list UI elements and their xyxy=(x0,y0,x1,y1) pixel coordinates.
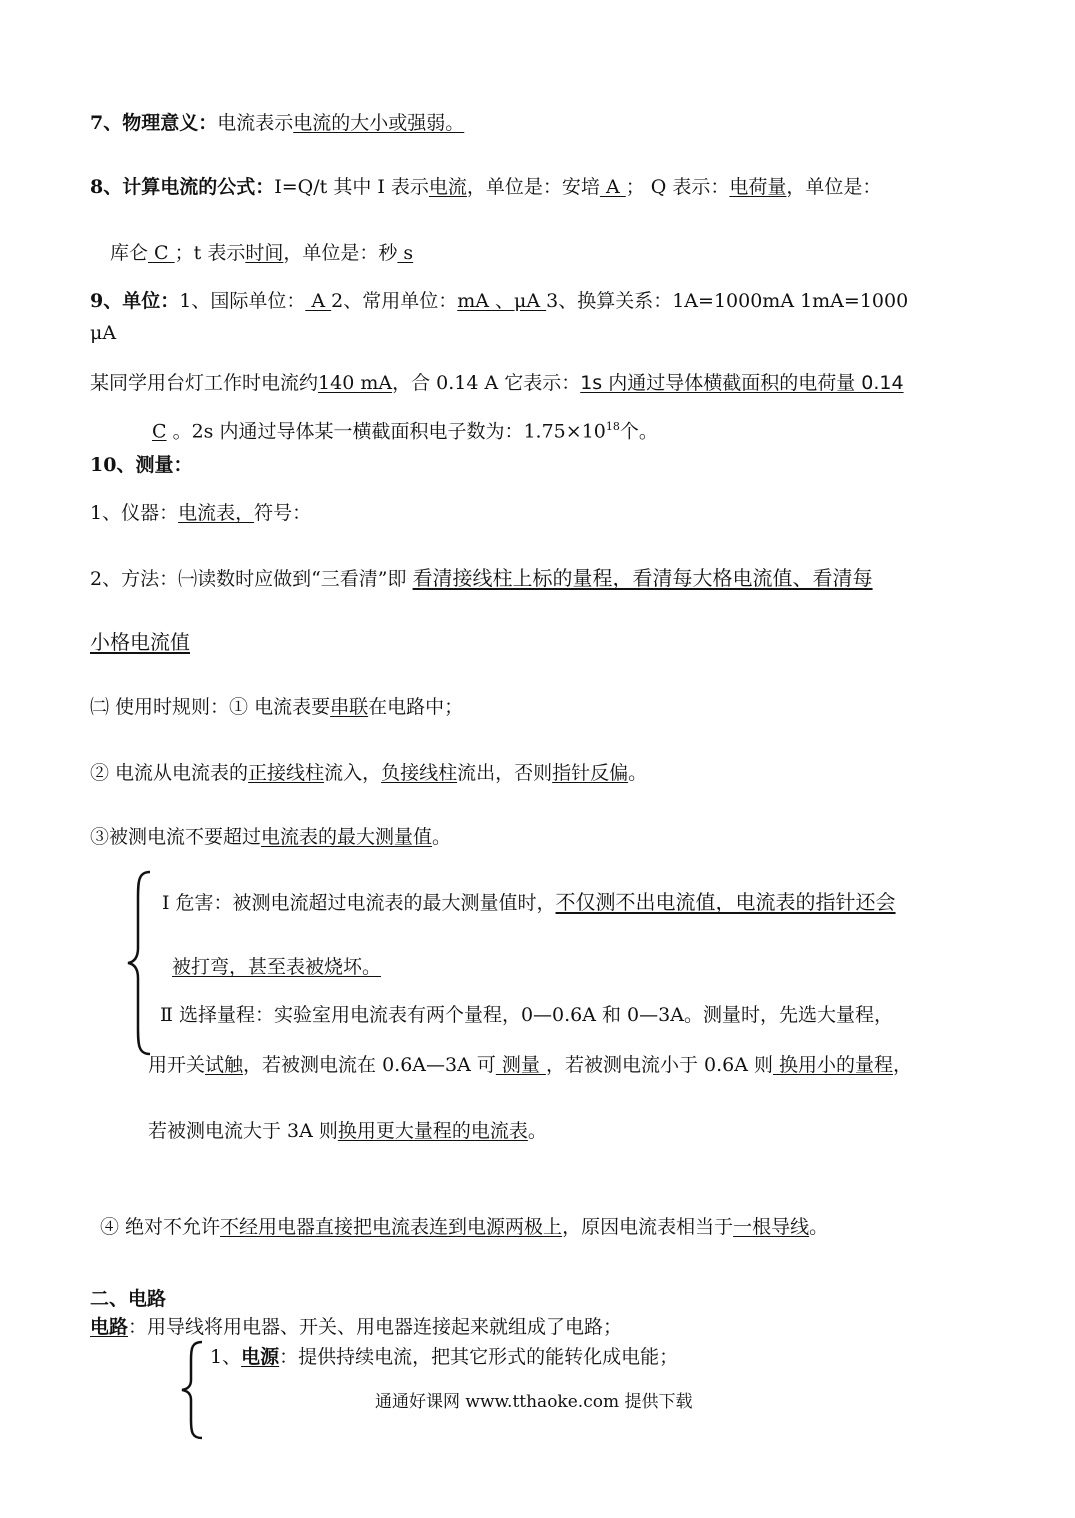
text: 流入， xyxy=(324,762,382,784)
answer: 看清接线柱上标的量程，看清每大格电流值、看清每 xyxy=(412,566,873,590)
answer: 电流 xyxy=(428,176,467,198)
text: I=Q/t 其中 I 表示 xyxy=(274,176,429,198)
text: 某同学用台灯工作时电流约 xyxy=(90,372,319,394)
text: ：用导线将用电器、开关、用电器连接起来就组成了电路； xyxy=(128,1316,623,1338)
text: 2、方法：㈠读数时应做到“三看清”即 xyxy=(90,568,413,590)
answer: 指针反偏 xyxy=(552,762,629,784)
text: 。 xyxy=(527,1120,547,1142)
text: ④ 绝对不允许 xyxy=(100,1216,221,1238)
term: 电路 xyxy=(90,1316,129,1338)
method-line xyxy=(90,566,873,591)
text: 个。 xyxy=(619,420,658,443)
answer: mA 、μA xyxy=(457,290,547,312)
answer: 换用小的量程 xyxy=(772,1054,894,1076)
range-selection-cont xyxy=(148,1054,912,1077)
text: Ⅱ 选择量程：实验室用电流表有两个量程，0—0.6A 和 0—3A。测量时，先选大量程， xyxy=(160,1004,893,1026)
text: 库仑 xyxy=(110,242,149,264)
text: 1、 xyxy=(210,1346,242,1368)
text: 。2s 内通过导体某一横截面积电子数为：1.75×10 xyxy=(166,420,606,443)
text: ，若被测电流小于 0.6A 则 xyxy=(545,1054,773,1076)
left-brace-icon xyxy=(124,870,154,1056)
text: ㈡ 使用时规则：① 电流表要 xyxy=(90,696,331,718)
answer: 一根导线 xyxy=(733,1216,810,1238)
answer: 被打弯，甚至表被烧坏。 xyxy=(172,956,382,978)
exponent: 18 xyxy=(605,420,620,433)
text: ，单位是：安培 xyxy=(466,176,600,198)
answer: C xyxy=(148,242,175,264)
text: μA xyxy=(90,322,117,344)
answer: 电流表， xyxy=(178,502,255,524)
text: ， xyxy=(893,1054,913,1076)
text: ，原因电流表相当于 xyxy=(562,1216,734,1238)
text: ② 电流从电流表的 xyxy=(90,762,249,784)
range-selection xyxy=(160,1004,893,1027)
answer: A xyxy=(305,290,332,312)
instrument-line xyxy=(90,502,311,525)
text: 。 xyxy=(809,1216,829,1238)
text: ，单位是：秒 xyxy=(283,242,398,264)
answer: 1s 内通过导体横截面积的电荷量 0.14 xyxy=(580,372,904,394)
lamp-example-cont xyxy=(152,420,658,443)
answer: 不经用电器直接把电流表连到电源两极上 xyxy=(220,1216,563,1238)
hazard-line xyxy=(162,890,896,915)
method-line-cont xyxy=(90,630,190,655)
text: ； Q 表示： xyxy=(625,176,730,198)
item-8-current-formula xyxy=(90,176,881,199)
answer: C xyxy=(152,420,167,443)
rule-3 xyxy=(90,826,451,849)
answer: 换用更大量程的电流表 xyxy=(337,1120,528,1142)
answer: 电流表的最大测量值 xyxy=(261,826,433,848)
circuit-definition xyxy=(90,1316,622,1339)
text: 2、常用单位： xyxy=(331,290,458,312)
range-selection-cont-2 xyxy=(148,1120,547,1143)
answer: 电流的大小或强弱。 xyxy=(293,112,465,134)
item-number: 10、测量： xyxy=(90,454,193,476)
item-9-units xyxy=(90,290,908,313)
item-8-units-line xyxy=(110,242,413,265)
text: ；t 表示 xyxy=(174,242,246,264)
left-brace-icon-2 xyxy=(178,1340,206,1440)
item-number: 9、单位： xyxy=(90,290,180,312)
hazard-line-cont xyxy=(172,956,381,979)
text: 。 xyxy=(628,762,648,784)
answer: 不仅测不出电流值，电流表的指针还会 xyxy=(555,890,896,914)
answer: 电荷量 xyxy=(729,176,787,198)
item-number: 7、物理意义： xyxy=(90,112,218,134)
text: 3、换算关系：1A=1000mA 1mA=1000 xyxy=(546,290,909,312)
text: 流出，否则 xyxy=(457,762,553,784)
term: 电源 xyxy=(241,1346,280,1368)
answer: 小格电流值 xyxy=(90,630,190,654)
text: 1、仪器： xyxy=(90,502,179,524)
usage-rules xyxy=(90,696,463,719)
item-9-units-cont xyxy=(90,322,116,345)
item-10-measurement xyxy=(90,454,192,477)
rule-4 xyxy=(100,1216,828,1239)
answer: 试触 xyxy=(205,1054,244,1076)
text: 电流表示 xyxy=(217,112,294,134)
section-title: 二、电路 xyxy=(90,1288,167,1310)
section-heading-circuit xyxy=(90,1288,166,1311)
lamp-example xyxy=(90,372,904,395)
answer: 负接线柱 xyxy=(381,762,458,784)
text: Ⅰ 危害：被测电流超过电流表的最大测量值时， xyxy=(162,892,556,914)
answer: 正接线柱 xyxy=(248,762,325,784)
text: ③被测电流不要超过 xyxy=(90,826,262,848)
text: 若被测电流大于 3A 则 xyxy=(148,1120,338,1142)
answer: 测量 xyxy=(495,1054,546,1076)
item-7-physical-meaning xyxy=(90,112,464,135)
text: 在电路中； xyxy=(368,696,464,718)
text: 符号： xyxy=(254,502,312,524)
item-number: 8、计算电流的公式： xyxy=(90,176,275,198)
text: 用开关 xyxy=(148,1054,206,1076)
answer: A xyxy=(599,176,626,198)
text: 1、国际单位： xyxy=(179,290,306,312)
text: 。 xyxy=(432,826,452,848)
text: ，单位是： xyxy=(786,176,882,198)
power-source-line xyxy=(210,1346,678,1369)
rule-2 xyxy=(90,762,647,785)
answer: 140 mA xyxy=(318,372,393,394)
text: ：提供持续电流，把其它形式的能转化成电能； xyxy=(279,1346,679,1368)
answer: 串联 xyxy=(330,696,369,718)
answer: s xyxy=(397,242,414,264)
text: ，合 0.14 A 它表示： xyxy=(392,372,581,394)
page-footer: 通通好课网 www.tthaoke.com 提供下载 xyxy=(375,1392,693,1412)
answer: 时间 xyxy=(245,242,284,264)
text: ，若被测电流在 0.6A—3A 可 xyxy=(243,1054,496,1076)
